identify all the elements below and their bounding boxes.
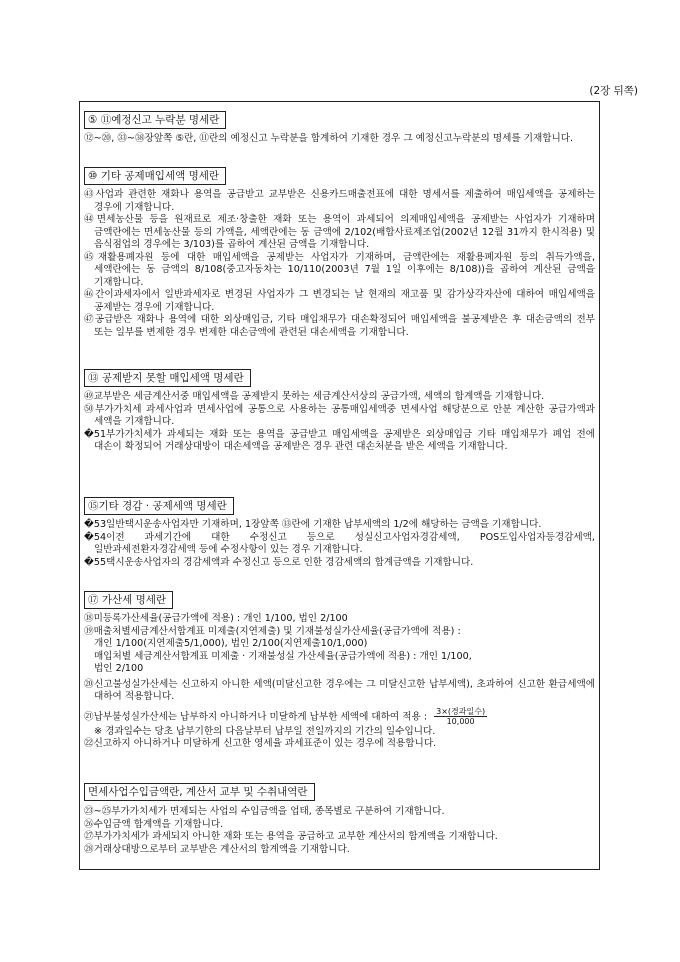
paragraph: 매입처별 세금계산서합계표 미제출 · 기재불성실 가산세율(공급가액에 적용) : 개인 1/100, xyxy=(94,650,472,662)
paragraph: ㊺재활용폐자원 등에 대한 매입세액을 공제받는 사업자가 기재하며, 금액란에는 재활용폐자원 등의 취득가액을, 세액란에는 동 금액의 8/108(중고자동차는 10/110(2003년 7월 1일 이후에는 8/108))을 곱하여 계산된 금액을 기재합니다. xyxy=(84,251,595,288)
paragraph: ㉖수입금액 합계액을 기재합니다. xyxy=(84,818,224,830)
paragraph: 법인 2/100 xyxy=(94,663,144,674)
paragraph: ㉑납부불성실가산세는 납부하지 아니하거나 미달하게 납부한 세액에 대하여 적용 : xyxy=(84,711,428,722)
note: ※ 경과일수는 당초 납부기한의 다음날부터 납부일 전일까지의 기간의 일수입니다. xyxy=(94,725,436,737)
paragraph: ㊸사업과 관련한 재화나 용역을 공급받고 교부받은 신용카드매출전표에 대한 명세서를 제출하여 매입세액을 공제하는 경우에 기재합니다. xyxy=(84,189,595,213)
paragraph: ㊿부가가치세 과세사업과 면세사업에 공통으로 사용하는 공통매입세액중 면세사업 해당분으로 안분 계산한 공급가액과 세액을 기재합니다. xyxy=(84,403,595,427)
section-other-reduction xyxy=(84,494,595,569)
paragraph: ⑱미등록가산세율(공급가액에 적용) : 개인 1/100, 법인 2/100 xyxy=(84,613,348,624)
section-header: 면세사업수입금액란, 계산서 교부 및 수취내역란 xyxy=(84,783,315,801)
section-penalty-tax xyxy=(84,588,595,751)
paragraph: �51부가가치세가 과세되는 재화 또는 용역을 공급받고 매입세액을 공제받은 외상매입금 기타 매입채무가 폐업 전에 대손이 확정되어 거래상대방이 대손세액을 공제받은 경우 관련 대손처분을 받은 세액을 기재합니다. xyxy=(84,428,595,452)
paragraph: ㊹면세농산물 등을 원재료로 제조·창출한 재화 또는 용역이 과세되어 의제매입세액을 공제받는 사업자가 기재하며 금액란에는 면세농산물 등의 가액을, 세액란에는 동 금액에 2/102(배합사료제조업(2002년 12월 31까지 한시적용) 및 음식점업의 경우에는 3/103)를 곱하여 계산된 금액을 기재합니다. xyxy=(84,214,595,250)
paragraph: �55택시운송사업자의 경감세액과 수정신고 등으로 인한 경감세액의 합계금액을 기재합니다. xyxy=(84,556,474,568)
paragraph: ㊼공급받은 재화나 용역에 대한 외상매입금, 기타 매입채무가 대손확정되어 매입세액을 불공제받은 후 대손금액의 전부 또는 일부를 변제한 경우 변제한 대손금액에 관련된 대손세액을 기재합니다. xyxy=(84,314,595,338)
section-non-deductible-input-tax xyxy=(84,366,595,454)
fraction-denominator: 10,000 xyxy=(446,716,475,726)
section-header: ⑬ 공제받지 못할 매입세액 명세란 xyxy=(84,369,251,387)
paragraph: �53일반택시운송사업자만 기재하며, 1장앞쪽 ⑬란에 기재한 납부세액의 1/2에 해당하는 금액을 기재합니다. xyxy=(84,519,542,530)
instructions-frame xyxy=(79,101,600,870)
rate-fraction xyxy=(434,707,487,726)
fraction-numerator: 3×(경과일수) xyxy=(436,706,486,716)
paragraph: 개인 1/100(지연제출5/1,000), 법인 2/100(지연제출10/1,000) xyxy=(94,638,368,649)
paragraph: ㊻간이과세자에서 일반과세자로 변경된 사업자가 그 변경되는 날 현재의 재고품 및 감가상각자산에 대하여 매입세액을 공제받는 경우에 기재합니다. xyxy=(84,289,595,313)
section-other-deductible-input-tax xyxy=(84,164,595,339)
paragraph: ㉗부가가치세가 과세되지 아니한 재화 또는 용역을 공급하고 교부한 계산서의 합계액을 기재합니다. xyxy=(84,831,498,842)
paragraph: ㊾교부받은 세금계산서중 매입세액을 공제받지 못하는 세금계산서상의 공급가액, 세액의 합계액을 기재합니다. xyxy=(84,391,545,402)
section-header: ⑰ 가산세 명세란 xyxy=(84,591,173,609)
section-header: ⑩ 기타 공제매입세액 명세란 xyxy=(84,167,226,185)
section-header: ⑮기타 경감 · 공제세액 명세란 xyxy=(84,497,234,515)
paragraph: ㉓~㉕부가가치세가 면제되는 사업의 수입금액을 업태, 종목별로 구분하여 기재합니다. xyxy=(84,806,445,817)
paragraph: �54이전 과세기간에 대한 수정신고 등으로 성실신고사업자경감세액, POS도입사업자등경감세액, 일반과세전환자경감세액 등에 수정사항이 있는 경우 기재합니다. xyxy=(84,531,595,555)
paragraph: ⑲매출처별세금계산서합계표 미제출(지연제출) 및 기재불성실가산세율(공급가액에 적용) : xyxy=(84,625,461,637)
section-preliminary-omission xyxy=(84,108,595,146)
section-header: ⑤ ⑪예정신고 누락분 명세란 xyxy=(84,111,226,129)
paragraph: ⑫~⑳, ㉝~㊳장앞쪽 ⑤란, ⑪란의 예정신고 누락분을 합계하여 기재한 경우 그 예정신고누락분의 명세를 기재합니다. xyxy=(84,133,574,144)
late-payment-line xyxy=(84,707,595,726)
section-tax-exempt-income xyxy=(84,780,595,856)
paragraph: ㉒신고하지 아니하거나 미달하게 신고한 영세율 과세표준이 있는 경우에 적용합니다. xyxy=(84,738,437,749)
page-note: (2장 뒤쪽) xyxy=(589,85,638,97)
paragraph: ⑳신고불성실가산세는 신고하지 아니한 세액(미달신고한 경우에는 그 미달신고한 납부세액), 초과하여 신고한 환급세액에 대하여 적용합니다. xyxy=(84,678,595,702)
paragraph: ㉘거래상대방으로부터 교부받은 계산서의 합계액을 기재합니다. xyxy=(84,843,350,855)
